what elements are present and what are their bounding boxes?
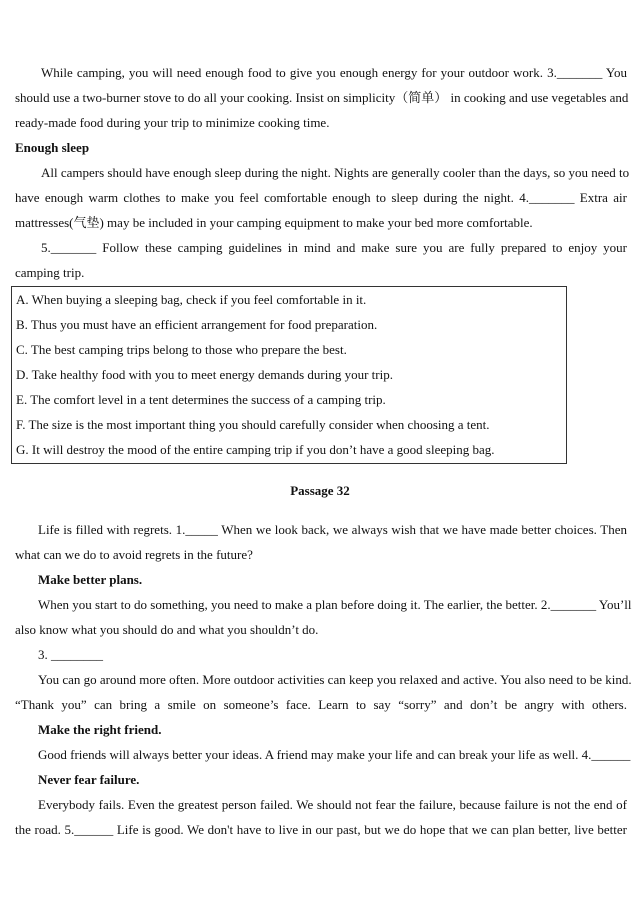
plans-paragraph-line-2: also know what you should do and what you shouldn’t do. xyxy=(15,622,319,637)
option-e: E. The comfort level in a tent determines the success of a camping trip. xyxy=(16,392,386,407)
option-c: C. The best camping trips belong to those who prepare the best. xyxy=(16,342,347,357)
food-paragraph-line-3: ready-made food during your trip to minimize cooking time. xyxy=(15,115,330,130)
option-a: A. When buying a sleeping bag, check if you feel comfortable in it. xyxy=(16,292,367,307)
passage-title: Passage 32 xyxy=(290,483,350,498)
sleep-paragraph-line-2: have enough warm clothes to make you feel comfortable enough to sleep during the night. 4._______ Extra air xyxy=(15,190,627,205)
option-g: G. It will destroy the mood of the entire camping trip if you don’t have a good sleeping bag. xyxy=(16,442,495,457)
option-f: F. The size is the most important thing you should carefully consider when choosing a tent. xyxy=(16,417,490,432)
options-box xyxy=(11,286,567,464)
option-b: B. Thus you must have an efficient arrangement for food preparation. xyxy=(16,317,378,332)
food-paragraph-line-2: should use a two-burner stove to do all your cooking. Insist on simplicity（简单） in cooking and use vegetables and xyxy=(15,90,629,105)
heading-make-right-friend: Make the right friend. xyxy=(38,722,162,737)
closing-paragraph-line-1: 5._______ Follow these camping guidelines in mind and make sure you are fully prepared to enjoy your xyxy=(41,240,627,255)
blank-3: 3. ________ xyxy=(38,647,103,662)
heading-never-fear-failure: Never fear failure. xyxy=(38,772,140,787)
intro-line-2: what can we do to avoid regrets in the future? xyxy=(15,547,253,562)
heading-make-better-plans: Make better plans. xyxy=(38,572,143,587)
friend-paragraph: Good friends will always better your ideas. A friend may make your life and can break your life as well. 4.______ xyxy=(38,747,631,762)
failure-paragraph-line-2: the road. 5.______ Life is good. We don't have to live in our past, but we do hope that we can plan better, live better xyxy=(15,822,627,837)
outdoor-paragraph-line-2: “Thank you” can bring a smile on someone’s face. Learn to say “sorry” and don’t be angry with others. xyxy=(15,697,627,712)
failure-paragraph-line-1: Everybody fails. Even the greatest person failed. We should not fear the failure, because failure is not the end of xyxy=(38,797,627,812)
sleep-paragraph-line-1: All campers should have enough sleep during the night. Nights are generally cooler than the days, so you need to xyxy=(41,165,630,180)
plans-paragraph-line-1: When you start to do something, you need to make a plan before doing it. The earlier, the better. 2._______ You’ll xyxy=(38,597,632,612)
intro-line-1: Life is filled with regrets. 1._____ When we look back, we always wish that we have made better choices. Then xyxy=(38,522,627,537)
food-paragraph-line-1: While camping, you will need enough food to give you enough energy for your outdoor work. 3._______ You xyxy=(41,65,627,80)
option-d: D. Take healthy food with you to meet energy demands during your trip. xyxy=(16,367,393,382)
heading-enough-sleep: Enough sleep xyxy=(15,140,90,155)
outdoor-paragraph-line-1: You can go around more often. More outdoor activities can keep you relaxed and active. You also need to be kind. xyxy=(38,672,632,687)
closing-paragraph-line-2: camping trip. xyxy=(15,265,85,280)
sleep-paragraph-line-3: mattresses(气垫) may be included in your camping equipment to make your bed more comfortable. xyxy=(15,215,533,230)
